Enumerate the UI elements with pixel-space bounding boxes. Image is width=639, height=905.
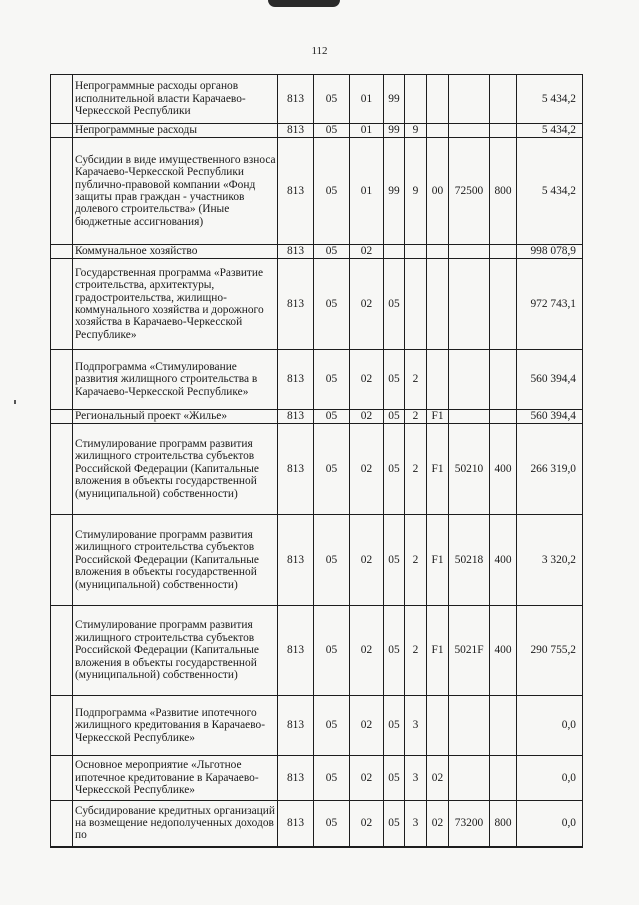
- program-code: 05: [384, 696, 405, 756]
- table-row: [51, 410, 583, 424]
- subsection-code: 02: [350, 424, 384, 515]
- row-margin-cell: [51, 424, 73, 515]
- direction-code: 50210: [449, 424, 490, 515]
- subsection-code: 02: [350, 606, 384, 696]
- subsection-code: 02: [350, 515, 384, 606]
- measure-code: F1: [427, 410, 449, 424]
- direction-code: 50218: [449, 515, 490, 606]
- section-code: 05: [314, 515, 350, 606]
- expense-type-code: 400: [490, 515, 517, 606]
- direction-code: [449, 245, 490, 259]
- subsection-code: 01: [350, 75, 384, 124]
- subprogram-code: 3: [405, 696, 427, 756]
- measure-code: [427, 75, 449, 124]
- section-code: 05: [314, 75, 350, 124]
- row-margin-cell: [51, 124, 73, 138]
- subsection-code: 02: [350, 245, 384, 259]
- subsection-code: 01: [350, 124, 384, 138]
- table-row: [51, 801, 583, 847]
- subprogram-code: 9: [405, 124, 427, 138]
- expense-type-code: 800: [490, 801, 517, 847]
- subprogram-code: 2: [405, 350, 427, 410]
- measure-code: [427, 245, 449, 259]
- ministry-code: 813: [278, 245, 314, 259]
- program-code: 99: [384, 124, 405, 138]
- subprogram-code: 2: [405, 424, 427, 515]
- item-name: Стимулирование программ развития жилищного строительства субъектов Российской Федерации (Капитальные вложения в объекты государственной (муниципальной) собственности): [73, 515, 278, 606]
- row-margin-cell: [51, 410, 73, 424]
- measure-code: 00: [427, 138, 449, 245]
- subprogram-code: [405, 75, 427, 124]
- item-name: Непрограммные расходы: [73, 124, 278, 138]
- direction-code: [449, 350, 490, 410]
- scan-artifact-margin: [14, 400, 16, 404]
- measure-code: F1: [427, 424, 449, 515]
- table-row: [51, 75, 583, 124]
- section-code: 05: [314, 801, 350, 847]
- direction-code: [449, 259, 490, 350]
- ministry-code: 813: [278, 410, 314, 424]
- program-code: 99: [384, 75, 405, 124]
- item-name: Коммунальное хозяйство: [73, 245, 278, 259]
- amount: 0,0: [517, 756, 583, 801]
- ministry-code: 813: [278, 801, 314, 847]
- amount: 5 434,2: [517, 138, 583, 245]
- item-name: Непрограммные расходы органов исполнительной власти Карачаево-Черкесской Республики: [73, 75, 278, 124]
- item-name: Стимулирование программ развития жилищного строительства субъектов Российской Федерации (Капитальные вложения в объекты государственной (муниципальной) собственности): [73, 606, 278, 696]
- amount: 0,0: [517, 801, 583, 847]
- amount: 0,0: [517, 696, 583, 756]
- budget-table: [50, 74, 583, 848]
- amount: 972 743,1: [517, 259, 583, 350]
- section-code: 05: [314, 606, 350, 696]
- program-code: 05: [384, 410, 405, 424]
- section-code: 05: [314, 424, 350, 515]
- amount: 290 755,2: [517, 606, 583, 696]
- section-code: 05: [314, 259, 350, 350]
- section-code: 05: [314, 245, 350, 259]
- direction-code: 5021F: [449, 606, 490, 696]
- row-margin-cell: [51, 756, 73, 801]
- amount: 5 434,2: [517, 124, 583, 138]
- item-name: Основное мероприятие «Льготное ипотечное кредитование в Карачаево-Черкесской Республике»: [73, 756, 278, 801]
- section-code: 05: [314, 138, 350, 245]
- subsection-code: 02: [350, 259, 384, 350]
- expense-type-code: 400: [490, 424, 517, 515]
- subsection-code: 02: [350, 696, 384, 756]
- direction-code: [449, 124, 490, 138]
- program-code: 05: [384, 756, 405, 801]
- subprogram-code: 2: [405, 606, 427, 696]
- item-name: Субсидии в виде имущественного взноса Карачаево-Черкесской Республики публично-правовой компании «Фонд защиты прав граждан - участников долевого строительства» (Иные бюджетные ассигнования): [73, 138, 278, 245]
- table-row: [51, 696, 583, 756]
- subprogram-code: 3: [405, 801, 427, 847]
- section-code: 05: [314, 696, 350, 756]
- amount: 560 394,4: [517, 410, 583, 424]
- program-code: 99: [384, 138, 405, 245]
- amount: 5 434,2: [517, 75, 583, 124]
- measure-code: F1: [427, 515, 449, 606]
- table-row: [51, 424, 583, 515]
- program-code: [384, 245, 405, 259]
- budget-table-body: [51, 75, 583, 847]
- table-row: [51, 245, 583, 259]
- expense-type-code: [490, 756, 517, 801]
- subsection-code: 02: [350, 756, 384, 801]
- measure-code: 02: [427, 756, 449, 801]
- row-margin-cell: [51, 138, 73, 245]
- item-name: Региональный проект «Жилье»: [73, 410, 278, 424]
- amount: 266 319,0: [517, 424, 583, 515]
- row-margin-cell: [51, 515, 73, 606]
- amount: 998 078,9: [517, 245, 583, 259]
- ministry-code: 813: [278, 350, 314, 410]
- direction-code: [449, 756, 490, 801]
- table-row: [51, 259, 583, 350]
- ministry-code: 813: [278, 138, 314, 245]
- program-code: 05: [384, 259, 405, 350]
- ministry-code: 813: [278, 756, 314, 801]
- item-name: Государственная программа «Развитие строительства, архитектуры, градостроительства, жилищно-коммунального хозяйства и дорожного хозяйства в Карачаево-Черкесской Республике»: [73, 259, 278, 350]
- table-row: [51, 124, 583, 138]
- measure-code: [427, 696, 449, 756]
- direction-code: [449, 696, 490, 756]
- ministry-code: 813: [278, 606, 314, 696]
- table-row: [51, 515, 583, 606]
- subsection-code: 02: [350, 801, 384, 847]
- row-margin-cell: [51, 350, 73, 410]
- row-margin-cell: [51, 801, 73, 847]
- table-row: [51, 606, 583, 696]
- section-code: 05: [314, 410, 350, 424]
- item-name: Подпрограмма «Развитие ипотечного жилищного кредитования в Карачаево-Черкесской Республике»: [73, 696, 278, 756]
- section-code: 05: [314, 756, 350, 801]
- ministry-code: 813: [278, 75, 314, 124]
- item-name: Стимулирование программ развития жилищного строительства субъектов Российской Федерации (Капитальные вложения в объекты государственной (муниципальной) собственности): [73, 424, 278, 515]
- program-code: 05: [384, 606, 405, 696]
- section-code: 05: [314, 350, 350, 410]
- amount: 560 394,4: [517, 350, 583, 410]
- subsection-code: 01: [350, 138, 384, 245]
- row-margin-cell: [51, 606, 73, 696]
- ministry-code: 813: [278, 124, 314, 138]
- direction-code: [449, 410, 490, 424]
- expense-type-code: [490, 696, 517, 756]
- expense-type-code: [490, 259, 517, 350]
- row-margin-cell: [51, 75, 73, 124]
- row-margin-cell: [51, 245, 73, 259]
- item-name: Подпрограмма «Стимулирование развития жилищного строительства в Карачаево-Черкесской Республике»: [73, 350, 278, 410]
- expense-type-code: [490, 245, 517, 259]
- measure-code: F1: [427, 606, 449, 696]
- direction-code: [449, 75, 490, 124]
- expense-type-code: [490, 124, 517, 138]
- item-name: Субсидирование кредитных организаций на возмещение недополученных доходов по: [73, 801, 278, 847]
- ministry-code: 813: [278, 259, 314, 350]
- expense-type-code: [490, 350, 517, 410]
- measure-code: [427, 259, 449, 350]
- scan-artifact-top: [268, 0, 340, 7]
- expense-type-code: [490, 75, 517, 124]
- program-code: 05: [384, 350, 405, 410]
- measure-code: [427, 124, 449, 138]
- program-code: 05: [384, 515, 405, 606]
- ministry-code: 813: [278, 696, 314, 756]
- direction-code: 72500: [449, 138, 490, 245]
- subsection-code: 02: [350, 410, 384, 424]
- subprogram-code: 3: [405, 756, 427, 801]
- program-code: 05: [384, 801, 405, 847]
- table-row: [51, 350, 583, 410]
- page-number: 112: [311, 45, 328, 57]
- expense-type-code: 400: [490, 606, 517, 696]
- direction-code: 73200: [449, 801, 490, 847]
- program-code: 05: [384, 424, 405, 515]
- amount: 3 320,2: [517, 515, 583, 606]
- ministry-code: 813: [278, 424, 314, 515]
- subprogram-code: 2: [405, 410, 427, 424]
- ministry-code: 813: [278, 515, 314, 606]
- row-margin-cell: [51, 696, 73, 756]
- section-code: 05: [314, 124, 350, 138]
- measure-code: [427, 350, 449, 410]
- row-margin-cell: [51, 259, 73, 350]
- measure-code: 02: [427, 801, 449, 847]
- table-row: [51, 138, 583, 245]
- expense-type-code: 800: [490, 138, 517, 245]
- table-row: [51, 756, 583, 801]
- expense-type-code: [490, 410, 517, 424]
- subsection-code: 02: [350, 350, 384, 410]
- subprogram-code: [405, 245, 427, 259]
- subprogram-code: [405, 259, 427, 350]
- subprogram-code: 2: [405, 515, 427, 606]
- subprogram-code: 9: [405, 138, 427, 245]
